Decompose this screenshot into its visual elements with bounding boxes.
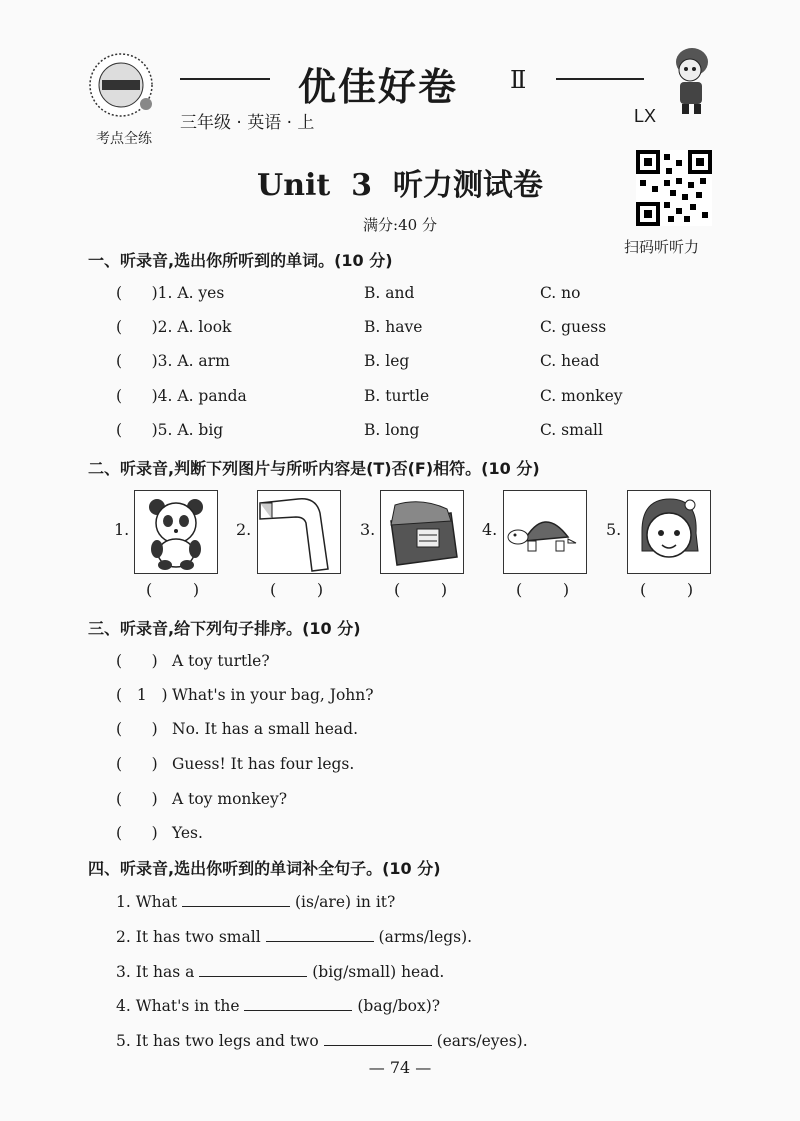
s1-q2-option-b: B. have: [364, 318, 423, 336]
s3-item-6-text: Yes.: [172, 824, 203, 842]
picture-2-answer[interactable]: ( ): [270, 580, 324, 599]
section-4-title: 四、听录音,选出你听到的单词补全句子。(10 分): [88, 859, 441, 878]
s3-item-4-answer[interactable]: ( ): [116, 755, 158, 773]
s4-item-1-blank[interactable]: [182, 892, 290, 907]
s1-q1-option-b: B. and: [364, 284, 415, 302]
s4-item-1: [116, 892, 395, 911]
s4-item-1-prefix: 1. What: [116, 893, 178, 911]
s4-item-5-blank[interactable]: [324, 1031, 432, 1046]
s1-q4-option-a: ( )4. A. panda: [116, 387, 247, 405]
s1-q5-option-a: ( )5. A. big: [116, 421, 224, 439]
s3-item-5-answer[interactable]: ( ): [116, 790, 158, 808]
picture-4-number: 4.: [482, 520, 498, 539]
s3-item-6-answer[interactable]: ( ): [116, 824, 158, 842]
s4-item-3: [116, 962, 444, 981]
s1-q3-option-c: C. head: [540, 352, 600, 370]
s3-item-4-text: Guess! It has four legs.: [172, 755, 355, 773]
s4-item-5-prefix: 5. It has two legs and two: [116, 1032, 319, 1050]
s1-q2-option-a: ( )2. A. look: [116, 318, 232, 336]
s4-item-3-prefix: 3. It has a: [116, 963, 195, 981]
grade-label: 三年级 · 英语 · 上: [180, 113, 315, 133]
picture-5-answer[interactable]: ( ): [640, 580, 694, 599]
picture-4-answer[interactable]: ( ): [516, 580, 570, 599]
s4-item-2: [116, 927, 472, 946]
qr-caption: 扫码听听力: [624, 238, 700, 256]
s4-item-3-blank[interactable]: [199, 962, 307, 977]
s3-item-3-answer[interactable]: ( ): [116, 720, 158, 738]
full-score: 满分:40 分: [363, 216, 437, 234]
series-title: 优佳好卷: [298, 65, 459, 109]
s1-q5-option-c: C. small: [540, 421, 603, 439]
panda-icon: [134, 490, 218, 574]
s4-item-2-suffix: (arms/legs).: [378, 928, 473, 946]
picture-1-number: 1.: [114, 520, 130, 539]
s3-item-2-answer[interactable]: ( 1 ): [116, 686, 168, 704]
arm-icon: [257, 490, 341, 574]
s4-item-4-prefix: 4. What's in the: [116, 997, 240, 1015]
badge-caption: 考点全练: [96, 131, 152, 147]
s4-item-4: [116, 996, 440, 1015]
picture-1-answer[interactable]: ( ): [146, 580, 200, 599]
s1-q1-option-a: ( )1. A. yes: [116, 284, 225, 302]
section-3-title: 三、听录音,给下列句子排序。(10 分): [88, 619, 361, 638]
s3-item-2-text: What's in your bag, John?: [172, 686, 374, 704]
section-1-title: 一、听录音,选出你所听到的单词。(10 分): [88, 251, 393, 270]
page-title: Unit 3 听力测试卷: [257, 168, 543, 203]
header-rule-right: [556, 78, 644, 80]
girl-icon: [627, 490, 711, 574]
s4-item-5: [116, 1031, 528, 1050]
picture-3-answer[interactable]: ( ): [394, 580, 448, 599]
s1-q3-option-a: ( )3. A. arm: [116, 352, 230, 370]
picture-3-number: 3.: [360, 520, 376, 539]
s1-q4-option-b: B. turtle: [364, 387, 430, 405]
page-number: — 74 —: [368, 1058, 432, 1077]
s4-item-2-blank[interactable]: [266, 927, 374, 942]
s3-item-3-text: No. It has a small head.: [172, 720, 359, 738]
s3-item-5-text: A toy monkey?: [172, 790, 288, 808]
s3-item-1-text: A toy turtle?: [172, 652, 270, 670]
s4-item-1-suffix: (is/are) in it?: [294, 893, 396, 911]
s1-q3-option-b: B. leg: [364, 352, 410, 370]
s1-q5-option-b: B. long: [364, 421, 420, 439]
s4-item-3-suffix: (big/small) head.: [312, 963, 445, 981]
edition-code: LX: [634, 106, 657, 126]
s3-item-1-answer[interactable]: ( ): [116, 652, 158, 670]
turtle-icon: [503, 490, 587, 574]
picture-2-number: 2.: [236, 520, 252, 539]
s1-q2-option-c: C. guess: [540, 318, 607, 336]
header-rule-left: [180, 78, 270, 80]
s4-item-2-prefix: 2. It has two small: [116, 928, 261, 946]
mascot-icon: [662, 44, 722, 116]
badge-logo: [88, 52, 154, 118]
bag-icon: [380, 490, 464, 574]
series-number: Ⅱ: [510, 66, 527, 94]
s1-q4-option-c: C. monkey: [540, 387, 623, 405]
s4-item-5-suffix: (ears/eyes).: [436, 1032, 528, 1050]
section-2-title: 二、听录音,判断下列图片与所听内容是(T)否(F)相符。(10 分): [88, 459, 540, 478]
s4-item-4-blank[interactable]: [244, 996, 352, 1011]
picture-5-number: 5.: [606, 520, 622, 539]
s4-item-4-suffix: (bag/box)?: [357, 997, 441, 1015]
s1-q1-option-c: C. no: [540, 284, 581, 302]
